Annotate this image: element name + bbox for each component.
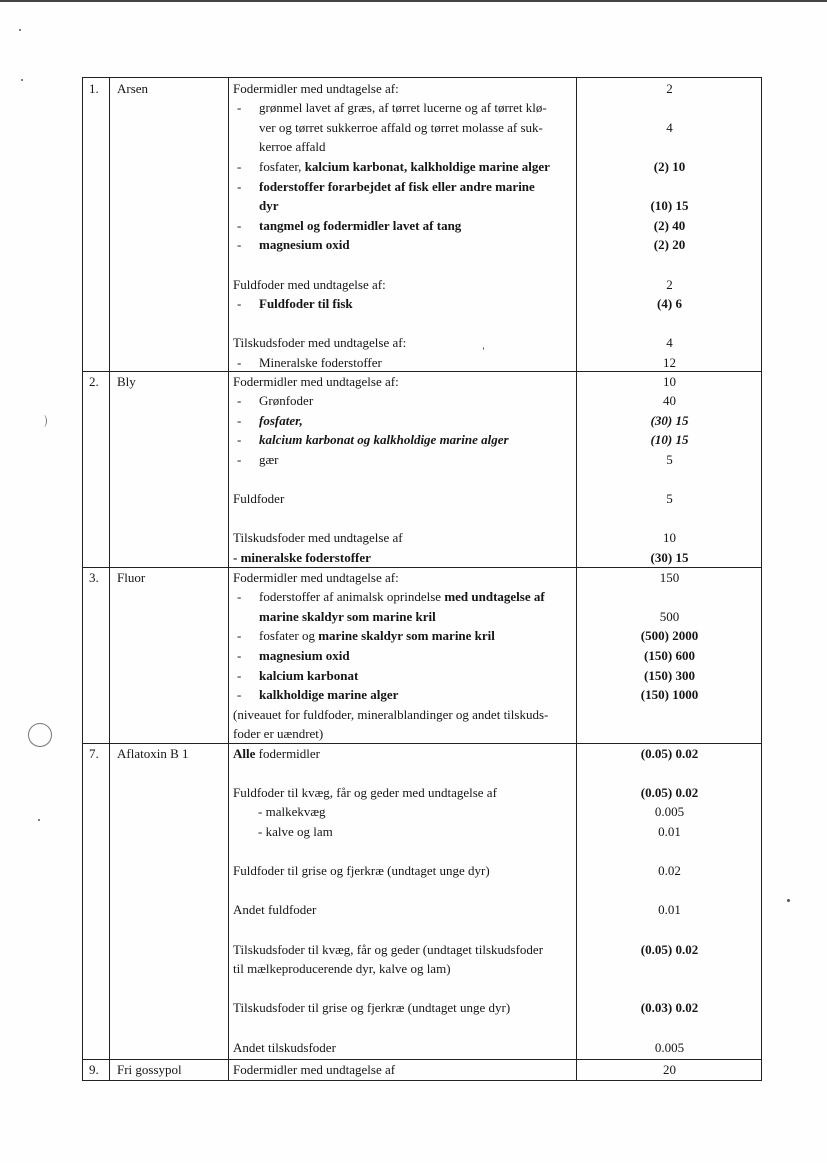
list-dash: -	[237, 217, 242, 233]
row-number: 1.	[89, 81, 99, 96]
description-text: marine skaldyr som marine kril	[259, 608, 436, 624]
limit-value: 40	[663, 393, 676, 409]
description-text: Grønfoder	[259, 393, 314, 409]
list-dash: -	[237, 393, 242, 409]
description-text: (niveauet for fuldfoder, mineralblandinger og andet tilskuds-	[233, 706, 549, 722]
list-dash: -	[237, 296, 242, 312]
limit-value: 2	[666, 80, 673, 96]
description-text: fodermidler	[255, 745, 321, 761]
description-text: fosfater,	[259, 412, 303, 428]
limit-value: 150	[659, 569, 680, 585]
description-text: dyr	[259, 198, 279, 214]
description-text: grønmel lavet af græs, af tørret lucerne og af tørret klø-	[259, 100, 547, 116]
limit-value: 0.01	[658, 902, 681, 918]
feed-description	[259, 626, 495, 646]
list-dash: -	[237, 647, 242, 663]
limit-value: 0.005	[654, 804, 685, 820]
list-dash: -	[237, 432, 242, 448]
description-text: Tilskudsfoder til grise og fjerkræ (undtaget unge dyr)	[233, 1000, 511, 1016]
feed-description	[233, 79, 399, 99]
feed-description	[233, 548, 371, 568]
limit-value: 20	[663, 1061, 676, 1077]
limit-value: 10	[663, 530, 676, 546]
substance-name: Bly	[117, 374, 136, 389]
description-text: Fodermidler med undtagelse af:	[233, 373, 399, 389]
description-bold: kalcium karbonat, kalkholdige marine alger	[304, 158, 550, 174]
list-dash: -	[237, 451, 242, 467]
feed-description	[259, 411, 303, 431]
limit-value: 0.02	[658, 863, 681, 879]
limits-table	[82, 77, 762, 1081]
description-text: Tilskudsfoder med undtagelse af	[233, 530, 403, 546]
feed-description	[233, 1038, 336, 1058]
feed-description	[233, 940, 543, 960]
feed-description	[259, 137, 326, 157]
description-text: Tilskudsfoder med undtagelse af:	[233, 335, 407, 351]
feed-description	[233, 1060, 395, 1080]
limit-value: (150) 300	[644, 667, 695, 683]
scan-speck	[38, 819, 40, 821]
feed-description	[233, 959, 451, 979]
list-dash: -	[237, 178, 242, 194]
feed-description	[233, 275, 386, 295]
limit-value: 5	[666, 491, 673, 507]
description-text: kerroe affald	[259, 139, 326, 155]
page-top-edge	[0, 0, 827, 2]
feed-description	[259, 157, 550, 177]
feed-description	[233, 861, 490, 881]
scan-speck	[483, 347, 484, 350]
column-divider-substance	[228, 78, 229, 1080]
limit-value: (150) 1000	[640, 687, 699, 703]
substance-name: Fluor	[117, 570, 146, 585]
scan-speck	[19, 29, 21, 31]
description-text: - malkekvæg	[258, 804, 326, 820]
limit-value: 10	[663, 373, 676, 389]
limit-value: 4	[666, 335, 673, 351]
description-text: Fodermidler med undtagelse af:	[233, 569, 399, 585]
description-text: magnesium oxid	[259, 237, 350, 253]
description-text: gær	[259, 451, 279, 467]
description-text: kalcium karbonat og kalkholdige marine alger	[259, 432, 509, 448]
feed-description	[233, 372, 399, 392]
row-number: 9.	[89, 1062, 99, 1077]
feed-description	[259, 607, 436, 627]
substance-name: Fri gossypol	[117, 1062, 182, 1077]
scan-speck	[787, 899, 790, 902]
description-text: foder er uændret)	[233, 726, 324, 742]
description-bold: med undtagelse af	[444, 589, 545, 605]
description-text: - kalve og lam	[258, 823, 333, 839]
limit-value: 0.005	[654, 1039, 685, 1055]
limit-value: (2) 20	[653, 237, 686, 253]
description-text: kalkholdige marine alger	[259, 687, 399, 703]
feed-description	[233, 568, 399, 588]
description-text: magnesium oxid	[259, 647, 350, 663]
feed-description	[259, 685, 398, 705]
list-dash: -	[237, 100, 242, 116]
feed-description	[233, 724, 323, 744]
limit-value: (10) 15	[650, 198, 689, 214]
feed-description	[259, 666, 358, 686]
feed-description	[233, 998, 510, 1018]
description-text: ver og tørret sukkerroe affald og tørret molasse af suk-	[259, 119, 543, 135]
scan-speck	[21, 79, 23, 81]
limit-value: (4) 6	[657, 296, 682, 312]
limit-value: 12	[663, 354, 676, 370]
feed-description	[233, 333, 406, 353]
description-text: Tilskudsfoder til kvæg, får og geder (undtaget tilskudsfoder	[233, 941, 544, 957]
feed-description	[233, 489, 284, 509]
description-text: Fuldfoder til grise og fjerkræ (undtaget unge dyr)	[233, 863, 490, 879]
feed-description	[259, 587, 545, 607]
description-text: foderstoffer forarbejdet af fisk eller andre marine	[259, 178, 535, 194]
row-number: 3.	[89, 570, 99, 585]
list-dash: -	[237, 667, 242, 683]
feed-description	[233, 783, 497, 803]
list-dash: -	[237, 628, 242, 644]
limit-value: (0.03) 0.02	[640, 1000, 699, 1016]
feed-description	[259, 450, 279, 470]
feed-description	[259, 646, 350, 666]
limit-value: (10) 15	[650, 432, 689, 448]
description-text: Fodermidler med undtagelse af	[233, 1061, 396, 1077]
feed-description	[259, 98, 547, 118]
description-text: Andet fuldfoder	[233, 902, 317, 918]
description-text: Fuldfoder	[233, 491, 285, 507]
feed-description	[259, 430, 509, 450]
description-text: Fuldfoder med undtagelse af:	[233, 276, 386, 292]
description-text: kalcium karbonat	[259, 667, 359, 683]
limit-value: (150) 600	[644, 647, 695, 663]
limit-value: (500) 2000	[640, 628, 699, 644]
description-text: foderstoffer af animalsk oprindelse	[259, 589, 445, 605]
punch-hole-mark	[28, 723, 52, 747]
feed-description	[258, 802, 326, 822]
description-text: Fuldfoder til kvæg, får og geder med undtagelse af	[233, 784, 497, 800]
limit-value: (0.05) 0.02	[640, 745, 699, 761]
description-text: fosfater og	[259, 628, 319, 644]
description-text: til mælkeproducerende dyr, kalve og lam)	[233, 961, 451, 977]
feed-description	[233, 744, 320, 764]
column-divider-number	[109, 78, 110, 1080]
description-bold: marine skaldyr som marine kril	[318, 628, 495, 644]
limit-value: (30) 15	[650, 549, 689, 565]
feed-description	[259, 118, 543, 138]
limit-value: (2) 10	[653, 158, 686, 174]
limit-value: 500	[659, 608, 680, 624]
limit-value: (30) 15	[650, 412, 689, 428]
list-dash: -	[237, 158, 242, 174]
list-dash: -	[237, 589, 242, 605]
limit-value: 5	[666, 451, 673, 467]
list-dash: -	[237, 687, 242, 703]
description-text: tangmel og fodermidler lavet af tang	[259, 217, 462, 233]
feed-description	[259, 294, 353, 314]
substance-name: Aflatoxin B 1	[117, 746, 189, 761]
description-text: - mineralske foderstoffer	[233, 549, 371, 565]
limit-value: (0.05) 0.02	[640, 941, 699, 957]
feed-description	[258, 822, 333, 842]
feed-description	[259, 391, 313, 411]
feed-description	[259, 216, 461, 236]
feed-description	[259, 177, 535, 197]
description-bold: Alle	[233, 745, 256, 761]
description-text: fosfater,	[259, 158, 305, 174]
description-text: Fuldfoder til fisk	[259, 296, 353, 312]
limit-value: 4	[666, 119, 673, 135]
scan-mark	[40, 415, 47, 427]
feed-description	[233, 705, 548, 725]
list-dash: -	[237, 412, 242, 428]
feed-description	[233, 528, 403, 548]
feed-description	[259, 196, 279, 216]
description-text: Fodermidler med undtagelse af:	[233, 80, 399, 96]
limit-value: (0.05) 0.02	[640, 784, 699, 800]
description-text: Mineralske foderstoffer	[259, 354, 382, 370]
feed-description	[233, 900, 316, 920]
feed-description	[259, 235, 350, 255]
list-dash: -	[237, 237, 242, 253]
substance-name: Arsen	[117, 81, 149, 96]
limit-value: 2	[666, 276, 673, 292]
row-number: 7.	[89, 746, 99, 761]
limit-value: 0.01	[658, 823, 681, 839]
description-text: Andet tilskudsfoder	[233, 1039, 336, 1055]
row-number: 2.	[89, 374, 99, 389]
limit-value: (2) 40	[653, 217, 686, 233]
list-dash: -	[237, 354, 242, 370]
